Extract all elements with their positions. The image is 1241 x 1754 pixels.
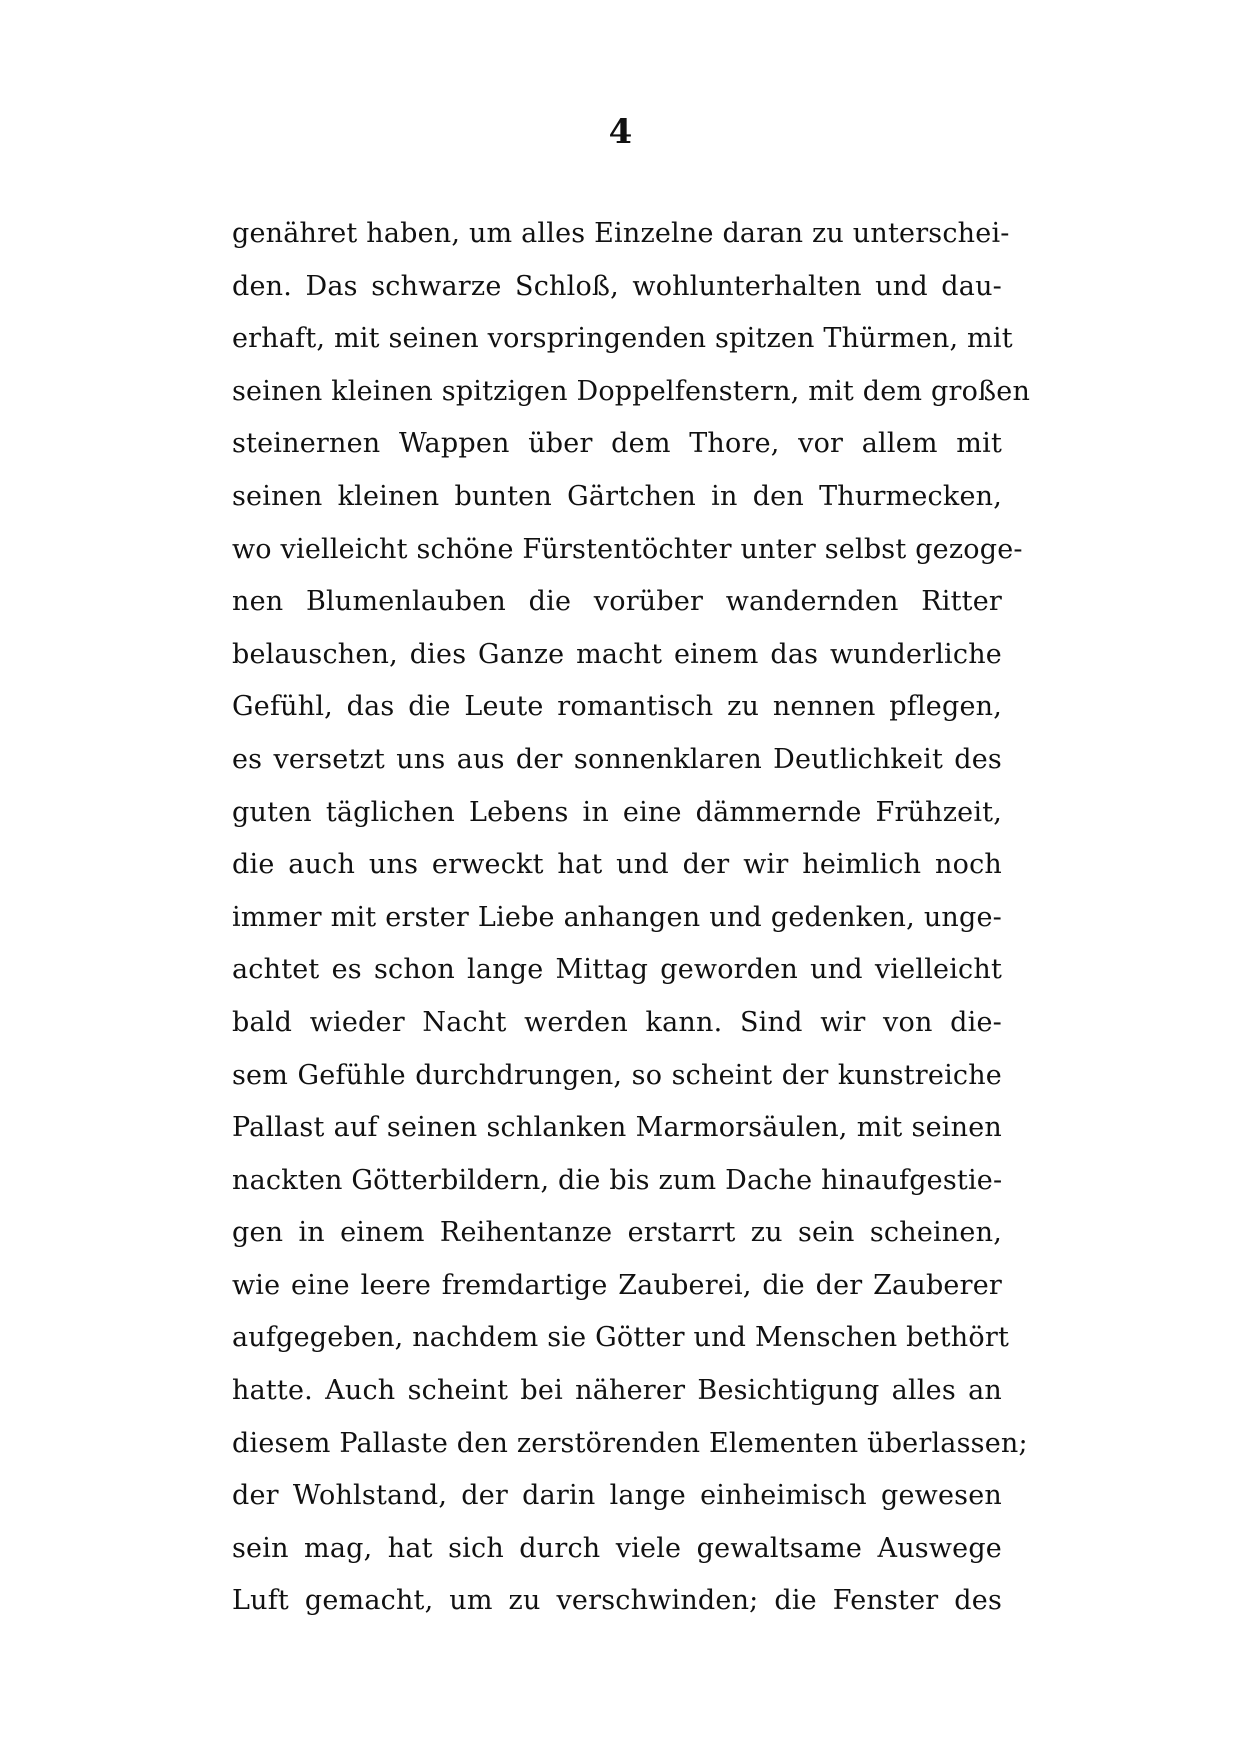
text-line: Gefühl, das die Leute romantisch zu nennen pflegen, [232,691,1002,723]
text-line: steinernen Wappen über dem Thore, vor allem mit [232,428,1002,460]
text-line: erhaft, mit seinen vorspringenden spitzen Thürmen, mit [232,323,1013,355]
text-line: die auch uns erweckt hat und der wir heimlich noch [232,849,1002,881]
page-number: 4 [608,112,633,152]
text-line: der Wohlstand, der darin lange einheimisch gewesen [232,1480,1002,1512]
text-line: Luft gemacht, um zu verschwinden; die Fenster des [232,1585,1002,1617]
text-line: seinen kleinen spitzigen Doppelfenstern, mit dem großen [232,375,1031,407]
text-line: seinen kleinen bunten Gärtchen in den Thurmecken, [232,480,1002,512]
text-line: immer mit erster Liebe anhangen und gedenken, unge- [232,901,1002,933]
text-line: sem Gefühle durchdrungen, so scheint der kunstreiche [232,1059,1002,1091]
text-line: genähret haben, um alles Einzelne daran zu unterschei- [232,218,1010,249]
text-line: hatte. Auch scheint bei näherer Besichtigung alles an [232,1375,1002,1407]
text-line: aufgegeben, nachdem sie Götter und Menschen bethört [232,1322,1009,1354]
text-line: guten täglichen Lebens in eine dämmernde Frühzeit, [232,796,1002,828]
text-line: achtet es schon lange Mittag geworden und vielleicht [232,954,1002,986]
text-line: Pallast auf seinen schlanken Marmorsäulen, mit seinen [232,1112,1002,1144]
text-line: nackten Götterbildern, die bis zum Dache hinaufgestie- [232,1164,1003,1196]
text-line: wo vielleicht schöne Fürstentöchter unter selbst gezoge- [232,533,1023,565]
text-line: gen in einem Reihentanze erstarrt zu sein scheinen, [232,1217,1002,1249]
text-line: den. Das schwarze Schloß, wohlunterhalten und dau- [232,270,1002,302]
text-line: nen Blumenlauben die vorüber wandernden Ritter [232,586,1002,618]
text-line: es versetzt uns aus der sonnenklaren Deutlichkeit des [232,743,1002,775]
text-line: sein mag, hat sich durch viele gewaltsame Auswege [232,1532,1002,1564]
text-line: belauschen, dies Ganze macht einem das wunderliche [232,638,1002,670]
text-line: bald wieder Nacht werden kann. Sind wir von die- [232,1006,1002,1038]
body-text [232,208,1031,1628]
text-line: diesem Pallaste den zerstörenden Elementen überlassen; [232,1427,1028,1459]
text-line: wie eine leere fremdartige Zauberei, die der Zauberer [232,1269,1002,1301]
